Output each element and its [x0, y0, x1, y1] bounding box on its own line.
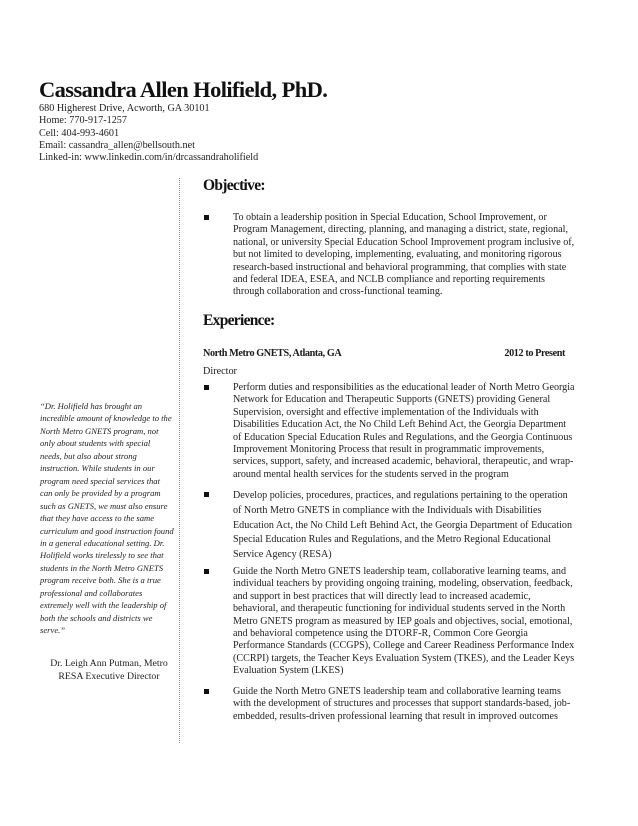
experience-bullet — [204, 686, 584, 741]
experience-bullet-text: Perform duties and responsibilities as the educational leader of North Metro Georgia Network for Education and Therapeutic Supports (GNETS) providing General Supervision, oversight and effective implementation of the Individuals with Disabilities Education Act, the No Child Left Behind Act, the Georgia Department of Education Special Education Rules and Regulations, and the Georgia Continuous Improvement Monitoring Process that result in programmatic improvements, services, support, safety, and increased academic, behavioral, therapeutic, and wrap-around mental health services for the students served in the program — [233, 382, 575, 480]
experience-bullet — [204, 566, 584, 681]
experience-bullet — [204, 382, 584, 482]
bullet-square-icon — [204, 215, 209, 220]
job-organization: North Metro GNETS, Atlanta, GA — [203, 348, 342, 359]
address-line: 680 Higherest Drive, Acworth, GA 30101 — [39, 103, 210, 114]
bullet-square-icon — [204, 385, 209, 390]
bullet-square-icon — [204, 569, 209, 574]
testimonial-author: Dr. Leigh Ann Putman, Metro RESA Executive Director — [50, 658, 168, 682]
bullet-square-icon — [204, 689, 209, 694]
home-phone: Home: 770-917-1257 — [39, 115, 127, 127]
cell-phone: Cell: 404-993-4601 — [39, 127, 120, 139]
objective-bullet-text: To obtain a leadership position in Special Education, School Improvement, or Program Management, directing, planning, and managing a district, state, regional, national, or university Special Education School Improvement program inclusive of, but not limited to developing, implementing, evaluating, and monitoring rigorous research-based instructional and behavioral programming, that complies with state and federal IDEA, ESEA, and NCLB compliance and reporting requirements through collaboration and cross-functional teaming. — [233, 212, 575, 298]
experience-bullet-text: Guide the North Metro GNETS leadership team, collaborative learning teams, and individual teachers by providing ongoing training, modeling, observation, feedback, and support in best practices that will directly lead to increased academic, behavioral, and therapeutic functioning for individual students served in the North Metro GNETS program as measured by IEP goals and objectives, social, emotional, and behavioral competence using the DTORF-R, Common Core Georgia Performance Standards (CCGPS), College and Career Readiness Performance Index (CCRPI) targets, the Teacher Keys Evaluation System (TKES), and the Leader Keys Evaluation System (LKES) — [233, 566, 575, 677]
candidate-name: Cassandra Allen Holifield, PhD. — [39, 77, 328, 102]
contact-block — [39, 103, 258, 164]
linkedin-line: Linked-in: www.linkedin.com/in/drcassandraholifield — [39, 152, 259, 164]
experience-bullet-text: Guide the North Metro GNETS leadership team and collaborative learning teams with the development of structures and processes that support standards-based, job-embedded, results-driven professional learning that result in improved outcomes — [233, 686, 571, 722]
objective-heading: Objective: — [203, 177, 265, 194]
job-dates: 2012 to Present — [504, 348, 565, 359]
job-position: Director — [203, 366, 237, 377]
email-line: Email: cassandra_allen@bellsouth.net — [39, 139, 195, 151]
objective-bullet — [204, 212, 584, 298]
column-divider — [179, 178, 180, 743]
experience-bullet — [204, 489, 584, 559]
bullet-square-icon — [204, 492, 209, 497]
testimonial-quote: “Dr. Holifield has brought an incredible amount of knowledge to the North Metro GNETS program, not only about students with special needs, but also about strong instruction. While students in our program need special services that can only be provided by a program such as GNETS, we must also ensure that they have access to the same curriculum and good instruction found in a general educational setting. Dr. Holifield works tirelessly to see that students in the North Metro GNETS program receive both. She is a true professional and collaborates extremely well with the leadership of both the schools and districts we serve.” — [40, 401, 174, 636]
experience-bullet-text: Develop policies, procedures, practices, and regulations pertaining to the operation of North Metro GNETS in compliance with the Individuals with Disabilities Education Act, the No Child Left Behind Act, the Georgia Department of Education Special Education Rules and Regulations, and the Metro Regional Educational Service Agency (RESA) — [233, 490, 572, 561]
experience-heading: Experience: — [203, 312, 275, 329]
